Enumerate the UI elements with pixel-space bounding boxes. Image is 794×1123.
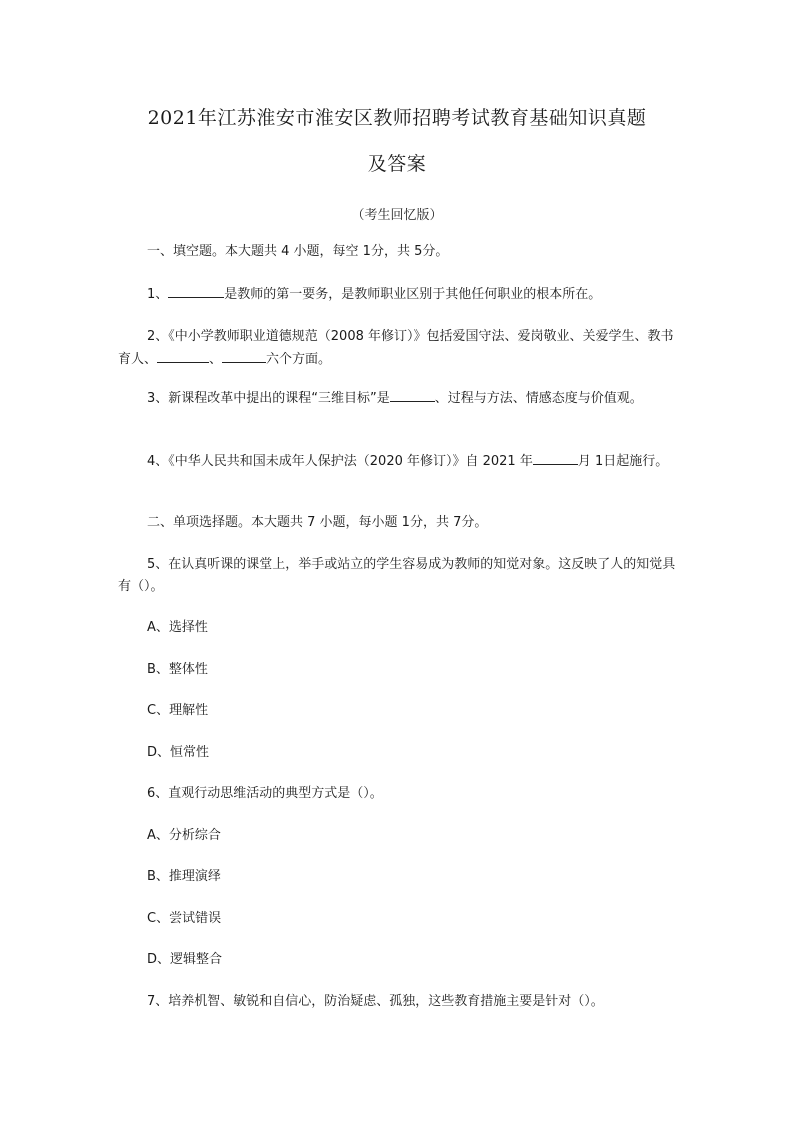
question-7-stem: 7、培养机智、敏锐和自信心，防治疑虑、孤独，这些教育措施主要是针对（）。 bbox=[147, 994, 604, 1009]
question-3 bbox=[118, 387, 678, 410]
question-5-option-a: A、选择性 bbox=[147, 620, 208, 635]
question-5-option-d: D、恒常性 bbox=[147, 745, 210, 760]
question-4 bbox=[118, 450, 678, 473]
question-2-blank-1 bbox=[157, 348, 209, 363]
question-6-option-c: C、尝试错误 bbox=[147, 911, 222, 926]
question-6-option-a: A、分析综合 bbox=[147, 828, 221, 843]
question-2-text: 2、《中小学教师职业道德规范（2008 年修订）》包括爱国守法、爱岗敬业、关爱学生、教书育人、 bbox=[118, 329, 674, 367]
question-2 bbox=[118, 326, 678, 371]
question-1-blank bbox=[168, 283, 224, 298]
question-5-option-b: B、整体性 bbox=[147, 662, 208, 677]
section-2-heading: 二、单项选择题。本大题共 7 小题，每小题 1分，共 7分。 bbox=[147, 515, 488, 530]
question-6-option-b: B、推理演绎 bbox=[147, 869, 221, 884]
question-4-suffix: 月 1日起施行。 bbox=[577, 454, 669, 469]
document-subtitle: （考生回忆版） bbox=[351, 208, 443, 223]
question-6-option-d: D、逻辑整合 bbox=[147, 952, 223, 967]
question-2-suffix: 六个方面。 bbox=[266, 352, 332, 367]
question-3-blank bbox=[390, 387, 435, 402]
question-5-option-c: C、理解性 bbox=[147, 703, 209, 718]
section-1-heading: 一、填空题。本大题共 4 小题，每空 1分，共 5分。 bbox=[147, 244, 449, 259]
question-3-text: 3、新课程改革中提出的课程“三维目标”是 bbox=[147, 391, 390, 406]
question-4-text: 4、《中华人民共和国未成年人保护法（2020 年修订）》自 2021 年 bbox=[147, 454, 533, 469]
question-3-suffix: 、过程与方法、情感态度与价值观。 bbox=[434, 391, 643, 406]
question-5-stem: 5、在认真听课的课堂上，举手或站立的学生容易成为教师的知觉对象。这反映了人的知觉具有（）。 bbox=[118, 557, 676, 594]
question-6-stem: 6、直观行动思维活动的典型方式是（）。 bbox=[147, 786, 383, 801]
question-1 bbox=[147, 283, 601, 306]
question-4-blank bbox=[533, 450, 578, 465]
document-title-line-1: 2021年江苏淮安市淮安区教师招聘考试教育基础知识真题 bbox=[147, 107, 647, 129]
question-2-separator: 、 bbox=[209, 352, 223, 367]
question-2-blank-2 bbox=[222, 348, 266, 363]
question-1-prefix: 1、 bbox=[147, 287, 169, 302]
document-title-line-2: 及答案 bbox=[367, 153, 427, 175]
question-1-suffix: 是教师的第一要务，是教师职业区别于其他任何职业的根本所在。 bbox=[224, 287, 602, 302]
